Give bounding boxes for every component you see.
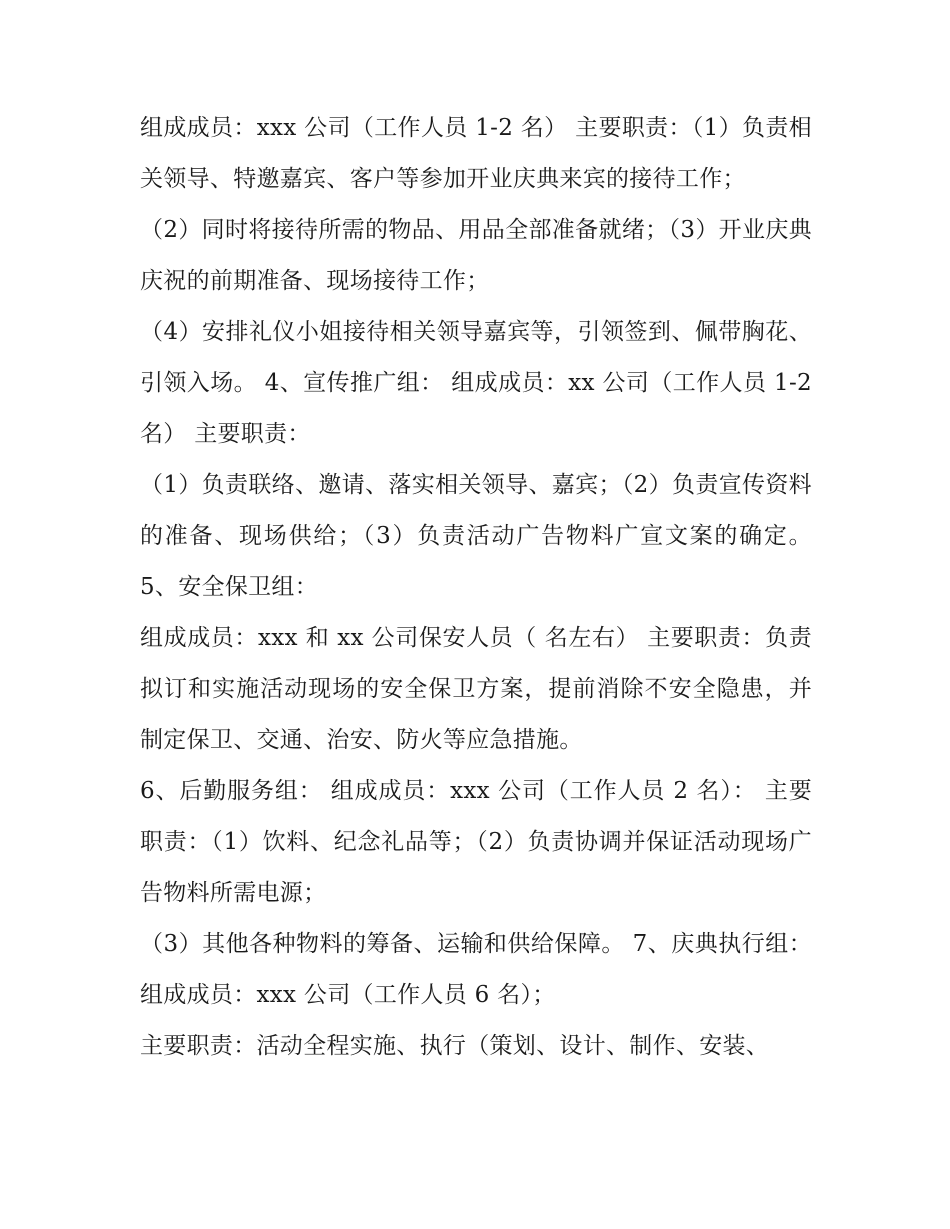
paragraph-publicity-duties: （1）负责联络、邀请、落实相关领导、嘉宾；（2）负责宣传资料的准备、现场供给；（3）负责活动广告物料广宣文案的确定。 5、安全保卫组： [140,472,812,600]
document-body [140,103,812,1072]
paragraph-security-group: 组成成员：xxx 和 xx 公司保安人员（ 名左右） 主要职责：负责拟订和实施活动现场的安全保卫方案，提前消除不安全隐患，并制定保卫、交通、治安、防火等应急措施。 [140,625,812,753]
paragraph-reception-group-duties: 组成成员：xxx 公司（工作人员 1-2 名） 主要职责：（1）负责相关领导、特邀嘉宾、客户等参加开业庆典来宾的接待工作； [140,115,812,192]
paragraph-execution-group: （3）其他各种物料的筹备、运输和供给保障。 7、庆典执行组： 组成成员：xxx 公司（工作人员 6 名）； [140,931,812,1008]
paragraph-logistics-group: 6、后勤服务组： 组成成员：xxx 公司（工作人员 2 名）： 主要职责：（1）饮料、纪念礼品等；（2）负责协调并保证活动现场广告物料所需电源； [140,778,812,906]
paragraph-etiquette-and-publicity-group: （4）安排礼仪小姐接待相关领导嘉宾等，引领签到、佩带胸花、引领入场。 4、宣传推广组： 组成成员：xx 公司（工作人员 1-2 名） 主要职责： [140,319,812,447]
paragraph-reception-preparation: （2）同时将接待所需的物品、用品全部准备就绪；（3）开业庆典庆祝的前期准备、现场接待工作； [140,217,812,294]
paragraph-execution-duties: 主要职责：活动全程实施、执行（策划、设计、制作、安装、 [140,1033,770,1059]
